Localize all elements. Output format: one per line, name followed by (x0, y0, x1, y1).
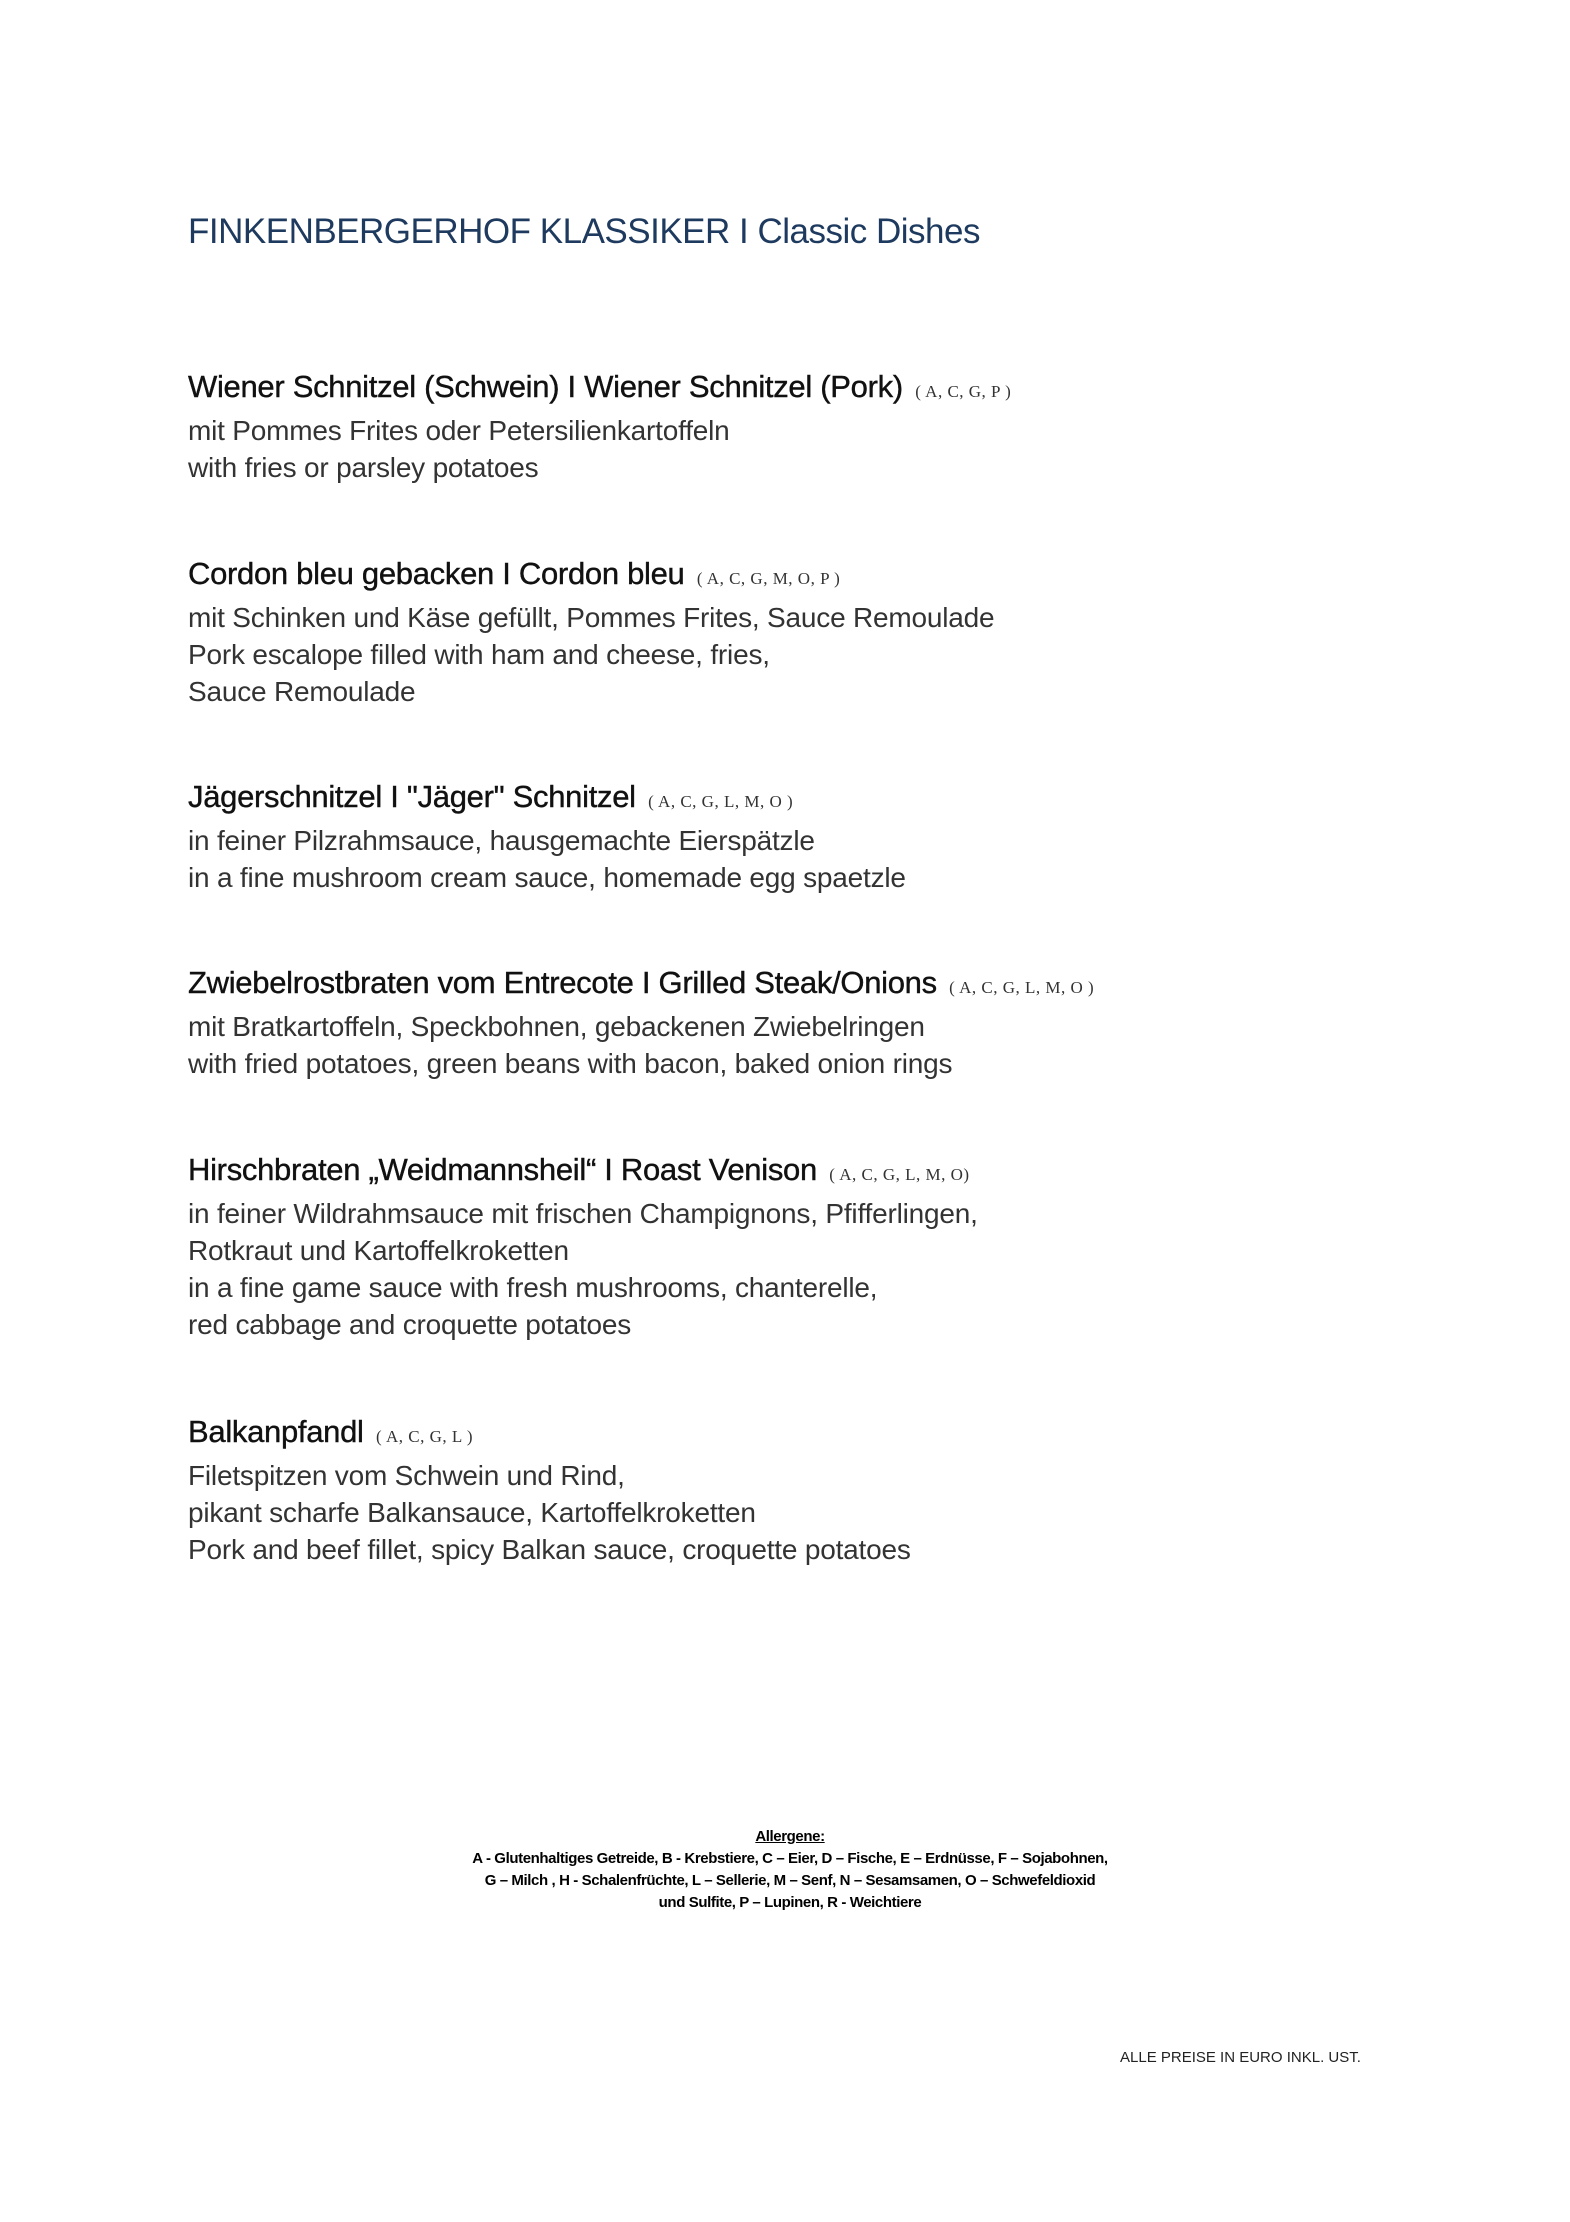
dish-description-line: in feiner Pilzrahmsauce, hausgemachte Eierspätzle (188, 825, 815, 856)
dish-description-line: with fried potatoes, green beans with bacon, baked onion rings (188, 1048, 953, 1079)
dish-item (188, 367, 1488, 486)
dish-item (188, 554, 1488, 710)
allergen-legend-line: und Sulfite, P – Lupinen, R - Weichtiere (658, 1894, 922, 1911)
dish-description-line: in a fine mushroom cream sauce, homemade egg spaetzle (188, 862, 906, 893)
dish-description-line: pikant scharfe Balkansauce, Kartoffelkroketten (188, 1497, 756, 1528)
page-title: FINKENBERGERHOF KLASSIKER I Classic Dishes (188, 212, 980, 251)
dish-heading (188, 1412, 1488, 1457)
dish-description-line: mit Pommes Frites oder Petersilienkartoffeln (188, 415, 730, 446)
dish-item (188, 777, 1488, 896)
allergen-legend (385, 1826, 1195, 1914)
dish-description-line: mit Schinken und Käse gefüllt, Pommes Frites, Sauce Remoulade (188, 602, 995, 633)
allergen-legend-line: A - Glutenhaltiges Getreide, B - Krebstiere, C – Eier, D – Fische, E – Erdnüsse, F – Sojabohnen, (472, 1850, 1108, 1867)
dish-heading (188, 777, 1488, 822)
dish-allergens: ( A, C, G, M, O, P ) (696, 569, 841, 588)
dish-description-line: Pork escalope filled with ham and cheese, fries, (188, 639, 770, 670)
dish-allergens: ( A, C, G, P ) (915, 382, 1012, 401)
dish-description-line: Rotkraut und Kartoffelkroketten (188, 1235, 569, 1266)
dish-allergens: ( A, C, G, L ) (375, 1427, 474, 1446)
dish-item (188, 963, 1488, 1082)
dish-allergens: ( A, C, G, L, M, O) (829, 1165, 970, 1184)
dish-heading (188, 963, 1488, 1008)
dish-name: Balkanpfandl (188, 1414, 364, 1449)
dish-heading (188, 554, 1488, 599)
dish-description-line: in a fine game sauce with fresh mushrooms, chanterelle, (188, 1272, 878, 1303)
allergen-legend-title: Allergene: (755, 1828, 825, 1845)
dish-item (188, 1412, 1488, 1568)
dish-heading (188, 1150, 1488, 1195)
dish-name: Cordon bleu gebacken I Cordon bleu (188, 556, 685, 591)
dish-name: Zwiebelrostbraten vom Entrecote I Grilled Steak/Onions (188, 965, 937, 1000)
dish-description-line: with fries or parsley potatoes (188, 452, 539, 483)
dish-item (188, 1150, 1488, 1343)
dish-description-line: mit Bratkartoffeln, Speckbohnen, gebackenen Zwiebelringen (188, 1011, 925, 1042)
price-note: ALLE PREISE IN EURO INKL. UST. (1120, 2049, 1361, 2066)
dish-description-line: in feiner Wildrahmsauce mit frischen Champignons, Pfifferlingen, (188, 1198, 978, 1229)
dish-name: Hirschbraten „Weidmannsheil“ I Roast Venison (188, 1152, 817, 1187)
dish-description-line: Pork and beef fillet, spicy Balkan sauce, croquette potatoes (188, 1534, 911, 1565)
dish-allergens: ( A, C, G, L, M, O ) (949, 978, 1095, 997)
allergen-legend-line: G – Milch , H - Schalenfrüchte, L – Sellerie, M – Senf, N – Sesamsamen, O – Schwefeldioxid (484, 1872, 1096, 1889)
dish-name: Jägerschnitzel I "Jäger" Schnitzel (188, 779, 636, 814)
dish-description-line: Filetspitzen vom Schwein und Rind, (188, 1460, 625, 1491)
dish-name: Wiener Schnitzel (Schwein) I Wiener Schnitzel (Pork) (188, 369, 903, 404)
dish-allergens: ( A, C, G, L, M, O ) (648, 792, 794, 811)
dish-description-line: red cabbage and croquette potatoes (188, 1309, 632, 1340)
dish-heading (188, 367, 1488, 412)
dish-description-line: Sauce Remoulade (188, 676, 416, 707)
